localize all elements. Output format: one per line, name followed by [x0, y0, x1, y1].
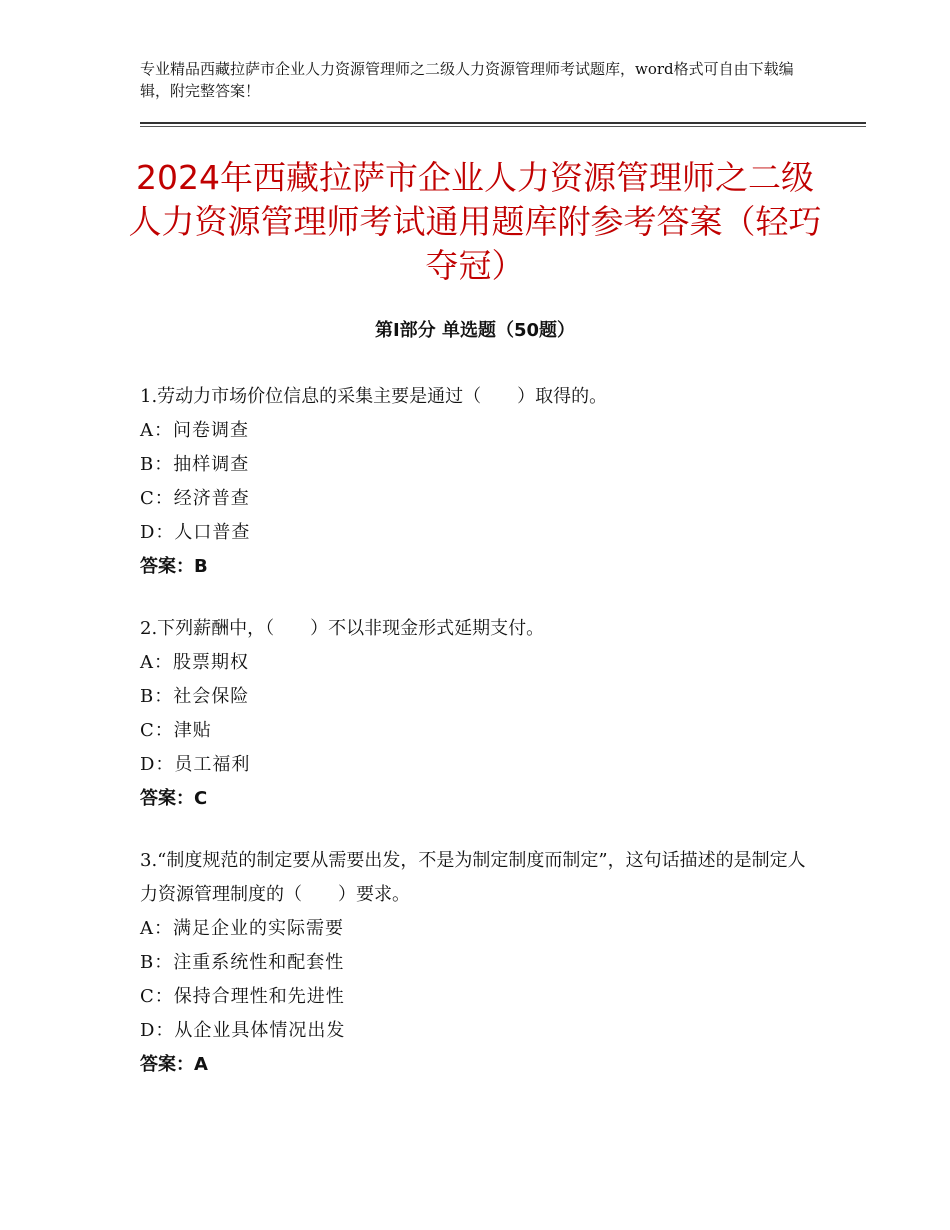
question-2: [140, 612, 810, 816]
option-a: A：问卷调查: [140, 420, 249, 441]
option-c: C：津贴: [140, 720, 212, 741]
option-b: B：抽样调查: [140, 454, 250, 475]
option-a: A：股票期权: [140, 652, 249, 673]
option-d: D：员工福利: [140, 754, 251, 775]
answer-line: 答案：C: [140, 788, 208, 809]
answer-line: 答案：A: [140, 1054, 208, 1075]
option-b: B：注重系统性和配套性: [140, 952, 345, 973]
section-heading: 第Ⅰ部分 单选题（50题）: [374, 320, 575, 341]
question-stem: 2.下列薪酬中，（ ）不以非现金形式延期支付。: [140, 618, 545, 639]
question-1: [140, 380, 810, 584]
option-d: D：从企业具体情况出发: [140, 1020, 346, 1041]
question-3: [140, 844, 810, 1082]
option-c: C：保持合理性和先进性: [140, 986, 345, 1007]
option-a: A：满足企业的实际需要: [140, 918, 344, 939]
document-title: 2024年西藏拉萨市企业人力资源管理师之二级人力资源管理师考试通用题库附参考答案（轻巧夺冠）: [128, 158, 822, 285]
option-d: D：人口普查: [140, 522, 251, 543]
question-stem: 1.劳动力市场价位信息的采集主要是通过（ ）取得的。: [140, 386, 608, 407]
header-rule-thin: [140, 126, 866, 127]
option-c: C：经济普查: [140, 488, 250, 509]
question-list: [140, 380, 810, 1110]
option-b: B：社会保险: [140, 686, 250, 707]
answer-line: 答案：B: [140, 556, 208, 577]
header-note: 专业精品西藏拉萨市企业人力资源管理师之二级人力资源管理师考试题库，word格式可自由下载编辑，附完整答案！: [140, 60, 794, 100]
question-stem: 3.“制度规范的制定要从需要出发，不是为制定制度而制定”，这句话描述的是制定人力资源管理制度的（ ）要求。: [140, 850, 806, 905]
header-rule-thick: [140, 122, 866, 124]
